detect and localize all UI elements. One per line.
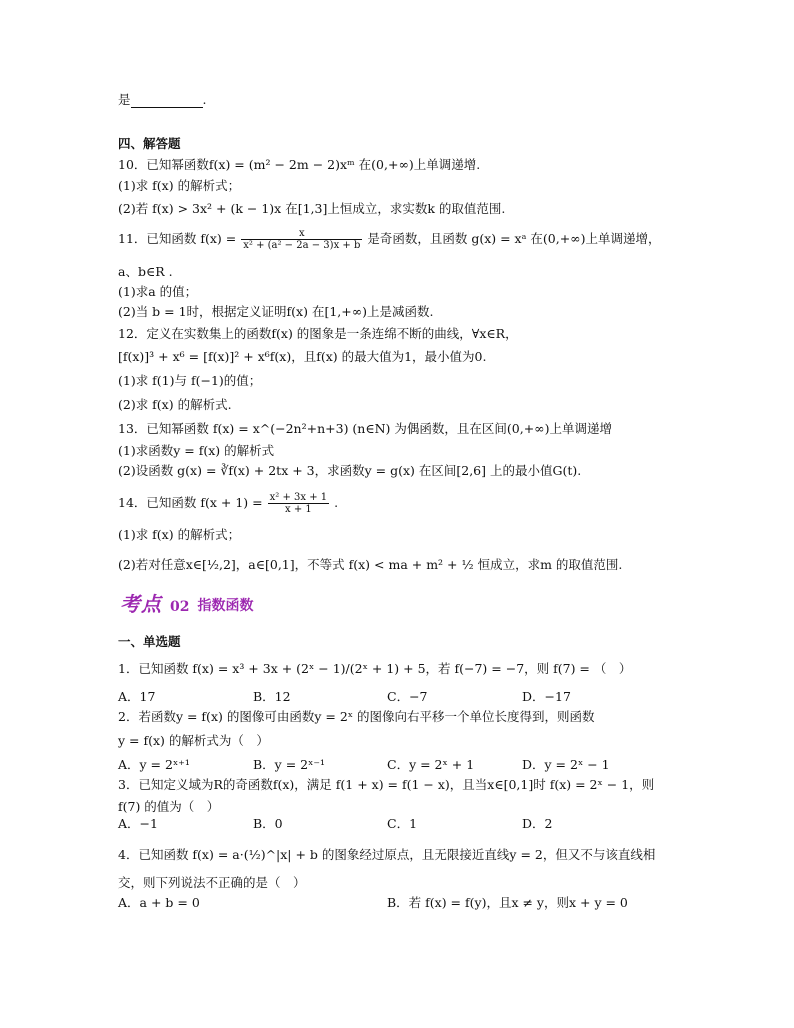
mc4-option-b: B．若 f(x) = f(y)，且x ≠ y，则x + y = 0 xyxy=(387,895,628,910)
mc2-option-a: A．y = 2ˣ⁺¹ xyxy=(118,757,190,772)
mc3-option-c: C．1 xyxy=(387,816,418,831)
topic-number: 02 xyxy=(170,599,190,615)
q13-part2: (2)设函数 g(x) = ∛f(x) + 2tx + 3，求函数y = g(x) 在区间[2,6] 上的最小值G(t). xyxy=(118,463,582,478)
q11-fraction-numerator: x xyxy=(241,228,362,240)
mc4-option-a: A．a + b = 0 xyxy=(118,895,200,910)
q14-stem xyxy=(118,492,338,515)
mc3-option-b: B．0 xyxy=(253,816,283,831)
mc3-option-d: D．2 xyxy=(522,816,553,831)
mc3-stem2: f(7) 的值为（ ） xyxy=(118,799,220,814)
section-heading-answer: 四、解答题 xyxy=(118,136,181,151)
topic-title: 指数函数 xyxy=(197,598,254,614)
q11-fraction-denominator: x² + (a² − 2a − 3)x + b xyxy=(243,240,361,251)
q14-fraction-denominator: x + 1 xyxy=(285,504,312,515)
mc3-option-a: A．−1 xyxy=(118,816,158,831)
q11-stem-c: a、b∈R . xyxy=(118,264,173,279)
q11-part1: (1)求a 的值； xyxy=(118,284,198,299)
mc4-stem: 4．已知函数 f(x) = a·(½)^|x| + b 的图象经过原点，且无限接近直线y = 2，但又不与该直线相 xyxy=(118,847,656,862)
q12-stem: 12．定义在实数集上的函数f(x) 的图象是一条连绵不断的曲线，∀x∈R， xyxy=(118,326,518,341)
mc1-option-b: B．12 xyxy=(253,689,291,704)
q11-stem-b: 是奇函数，且函数 g(x) = xᵃ 在(0,+∞)上单调递增， xyxy=(367,231,661,246)
q13-stem: 13．已知幂函数 f(x) = x^(−2n²+n+3) (n∈N) 为偶函数，且在区间(0,+∞)上单调递增 xyxy=(118,421,612,436)
q10-part2: (2)若 f(x) > 3x² + (k − 1)x 在[1,3]上恒成立，求实数k 的取值范围. xyxy=(118,201,506,216)
section-heading-single-choice: 一、单选题 xyxy=(118,634,181,649)
top-line-suffix: . xyxy=(202,92,207,107)
q14-fraction-numerator: x² + 3x + 1 xyxy=(269,492,328,503)
mc1-option-d: D．−17 xyxy=(522,689,571,704)
mc2-stem2: y = f(x) 的解析式为（ ） xyxy=(118,733,269,748)
mc2-option-c: C．y = 2ˣ + 1 xyxy=(387,757,475,772)
q11-stem xyxy=(118,228,660,251)
answer-blank xyxy=(131,95,203,108)
q14-fraction xyxy=(268,492,330,515)
q12-stem2: [f(x)]³ + x⁶ = [f(x)]² + x⁶f(x)，且f(x) 的最大值为1，最小值为0. xyxy=(118,349,487,364)
topic-header xyxy=(120,591,253,617)
q12-part2: (2)求 f(x) 的解析式. xyxy=(118,397,232,412)
q10-stem: 10．已知幂函数f(x) = (m² − 2m − 2)xᵐ 在(0,+∞)上单调递增. xyxy=(118,157,481,172)
q14-stem-a: 14．已知函数 f(x + 1) = xyxy=(118,495,263,510)
top-line-prefix: 是 xyxy=(118,92,131,107)
q11-fraction xyxy=(241,228,362,251)
q10-part1: (1)求 f(x) 的解析式； xyxy=(118,178,241,193)
mc4-stem2: 交，则下列说法不正确的是（ ） xyxy=(118,875,306,890)
q11-stem-a: 11．已知函数 f(x) = xyxy=(118,231,237,246)
mc1-option-c: C．−7 xyxy=(387,689,428,704)
q11-part2: (2)当 b = 1时，根据定义证明f(x) 在[1,+∞)上是减函数. xyxy=(118,304,434,319)
q14-stem-b: . xyxy=(334,495,339,510)
mc2-option-d: D．y = 2ˣ − 1 xyxy=(522,757,610,772)
mc2-option-b: B．y = 2ˣ⁻¹ xyxy=(253,757,326,772)
q14-part2: (2)若对任意x∈[½,2]，a∈[0,1]，不等式 f(x) < ma + m² + ½ 恒成立，求m 的取值范围. xyxy=(118,557,623,572)
q14-part1: (1)求 f(x) 的解析式； xyxy=(118,527,241,542)
mc3-stem: 3．已知定义域为R的奇函数f(x)，满足 f(1 + x) = f(1 − x)，且当x∈[0,1]时 f(x) = 2ˣ − 1，则 xyxy=(118,777,655,792)
mc1-stem: 1．已知函数 f(x) = x³ + 3x + (2ˣ − 1)/(2ˣ + 1) + 5，若 f(−7) = −7，则 f(7) = （ ） xyxy=(118,661,632,676)
q13-part1: (1)求函数y = f(x) 的解析式 xyxy=(118,443,275,458)
mc2-stem: 2．若函数y = f(x) 的图像可由函数y = 2ˣ 的图像向右平移一个单位长度得到，则函数 xyxy=(118,709,595,724)
mc1-option-a: A．17 xyxy=(118,689,156,704)
q12-part1: (1)求 f(1)与 f(−1)的值； xyxy=(118,373,262,388)
top-line xyxy=(118,92,207,108)
topic-label: 考点 xyxy=(120,592,162,616)
